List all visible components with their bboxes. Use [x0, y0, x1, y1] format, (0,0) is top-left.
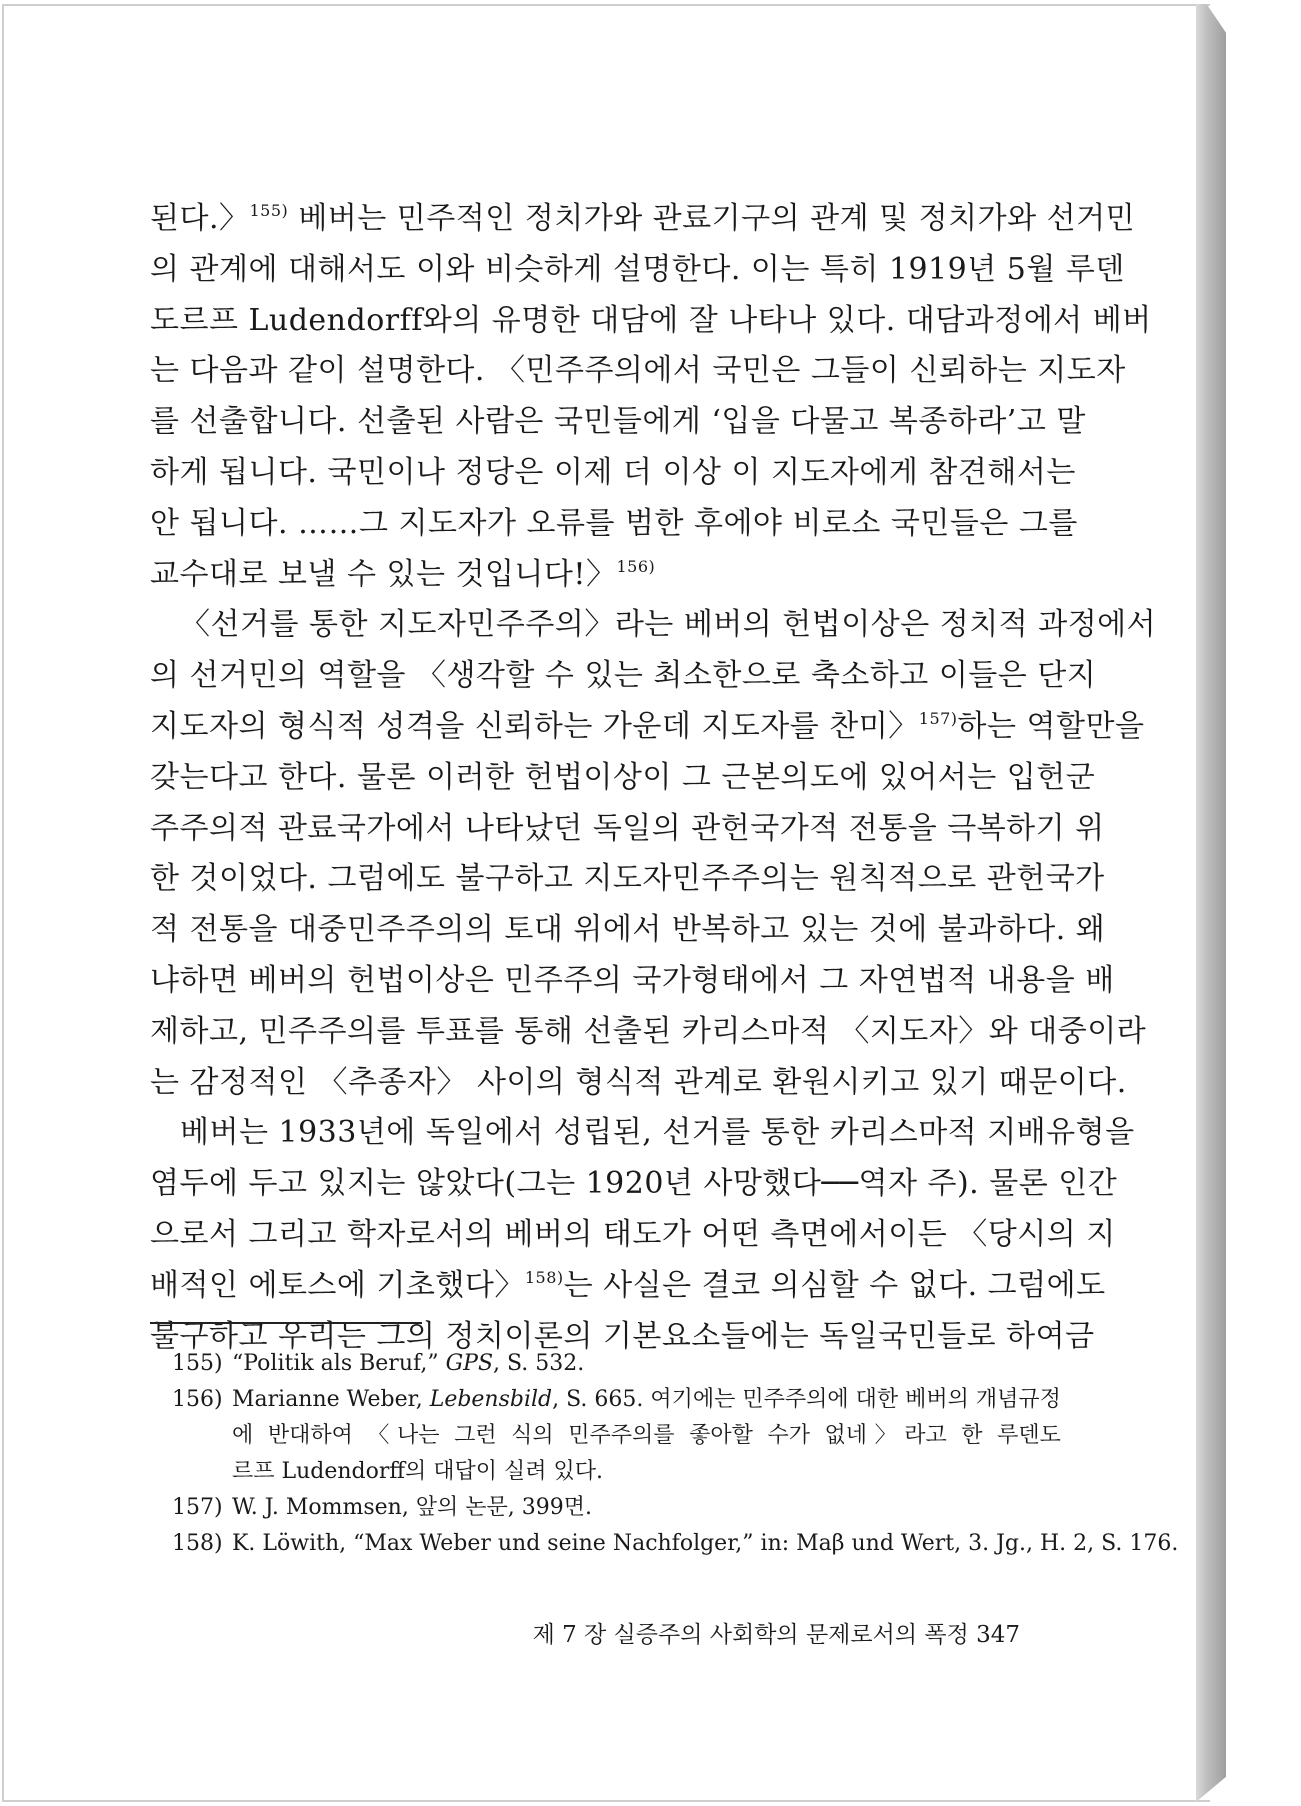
footnote-number: 157): [172, 1495, 223, 1520]
body-text-segment: 베버는 1933년에 독일에서 성립된, 선거를 통한 카리스마적 지배유형을: [180, 1115, 1135, 1151]
body-text-segment: 안 됩니다. ……그 지도자가 오류를 범한 후에야 비로소 국민들은 그를: [150, 505, 1078, 541]
footnote-body: [232, 1490, 1060, 1526]
footnote-line: [232, 1454, 1061, 1490]
body-line: [150, 854, 1105, 905]
body-text-segment: 〈선거를 통한 지도자민주주의〉라는 베버의 헌법이상은 정치적 과정에서: [180, 607, 1157, 643]
body-line: [150, 346, 1126, 397]
footnote-line: [232, 1418, 1061, 1454]
footnote-text-segment: K. Löwith, “Max Weber und seine Nachfolger,” in: Maβ und Wert, 3. Jg., H. 2, S. 176.: [232, 1531, 1179, 1556]
body-text-segment: 염두에 두고 있지는 않았다(그는 1920년 사망했다──역자 주). 물론 인간: [150, 1166, 1118, 1202]
body-text-segment: 교수대로 보낼 수 있는 것입니다!〉: [150, 556, 617, 592]
footnote-reference: 157): [918, 708, 958, 728]
body-text-segment: 으로서 그리고 학자로서의 베버의 태도가 어떤 측면에서이든 〈당시의 지: [150, 1216, 1116, 1252]
footnote-body: [232, 1526, 1178, 1562]
footnote: [172, 1526, 1179, 1562]
body-line: [150, 600, 1157, 651]
body-text-segment: 적 전통을 대중민주주의의 토대 위에서 반복하고 있는 것에 불과하다. 왜: [150, 912, 1106, 948]
running-footer: 제 7 장 실증주의 사회학의 문제로서의 폭정 347: [532, 1622, 1020, 1648]
footnote-text-segment: W. J. Mommsen, 앞의 논문, 399면.: [232, 1495, 593, 1520]
footnote-number: 156): [172, 1387, 223, 1412]
footnote-text-segment: 에 반대하여 〈나는 그런 식의 민주주의를 좋아할 수가 없네〉라고 한 루덴도: [232, 1423, 1061, 1448]
footnotes: [172, 1346, 1179, 1562]
body-line: [150, 499, 1078, 550]
body-line: [150, 1210, 1116, 1261]
body-text-segment: 된다.〉: [150, 201, 250, 236]
body-text: [150, 194, 1157, 1362]
footnote-text-segment: Marianne Weber,: [232, 1387, 430, 1412]
body-text-segment: 불구하고 우리는 그의 정치이론의 기본요소들에는 독일국민들로 하여금: [150, 1318, 1095, 1354]
footnote-rule: [150, 1322, 422, 1324]
footnote-text-segment: Lebensbild: [429, 1387, 553, 1412]
footnote-text-segment: 르프 Ludendorff의 대답이 실려 있다.: [232, 1459, 604, 1484]
body-text-segment: 갖는다고 한다. 물론 이러한 헌법이상이 그 근본의도에 있어서는 입헌군: [150, 759, 1096, 795]
body-text-segment: 의 선거민의 역할을 〈생각할 수 있는 최소한으로 축소하고 이들은 단지: [150, 658, 1097, 694]
footnote-reference: 158): [524, 1267, 564, 1287]
body-line: [150, 296, 1152, 347]
footnote-reference: 156): [616, 556, 656, 576]
body-text-segment: 배적인 에토스에 기초했다〉: [150, 1267, 525, 1303]
body-line: [150, 194, 1136, 245]
body-line: [150, 245, 1125, 296]
footnote-line: [232, 1526, 1178, 1562]
footnote-body: [232, 1346, 1060, 1382]
body-text-segment: 를 선출합니다. 선출된 사람은 국민들에게 ‘입을 다물고 복종하라’고 말: [150, 404, 1086, 440]
footnote-line: [232, 1382, 1061, 1418]
body-line: [150, 905, 1106, 956]
body-line: [150, 1007, 1147, 1058]
body-text-segment: 주주의적 관료국가에서 나타났던 독일의 관헌국가적 전통을 극복하기 위: [150, 810, 1105, 846]
body-text-segment: 지도자의 형식적 성격을 신뢰하는 가운데 지도자를 찬미〉: [150, 708, 919, 744]
footnote-text-segment: “Politik als Beruf,”: [232, 1351, 446, 1376]
body-text-segment: 는 사실은 결코 의심할 수 없다. 그럼에도: [563, 1267, 1106, 1303]
footnote-reference: 155): [249, 201, 289, 220]
footnote: [172, 1346, 1060, 1382]
footnote-number: 155): [172, 1351, 223, 1376]
body-text-segment: 하는 역할만을: [957, 708, 1145, 744]
body-line: [150, 651, 1097, 702]
footnote-number: 158): [172, 1531, 223, 1556]
footnote-text-segment: GPS: [445, 1351, 494, 1376]
body-text-segment: 제하고, 민주주의를 투표를 통해 선출된 카리스마적 〈지도자〉와 대중이라: [150, 1013, 1147, 1049]
body-line: [150, 397, 1086, 448]
page-stack-edge: [1196, 4, 1226, 1802]
body-text-segment: 도르프 Ludendorff와의 유명한 대담에 잘 나타나 있다. 대담과정에서 베버: [150, 302, 1152, 338]
body-text-segment: 의 관계에 대해서도 이와 비슷하게 설명한다. 이는 특히 1919년 5월 루덴: [150, 251, 1125, 287]
body-line: [150, 702, 1145, 753]
footnote-body: [232, 1382, 1061, 1490]
footnote-line: [232, 1490, 1060, 1526]
body-text-segment: 베버는 민주적인 정치가와 관료기구의 관계 및 정치가와 선거민: [288, 201, 1136, 236]
body-line: [150, 804, 1105, 855]
body-line: [150, 550, 1056, 601]
footnote-text-segment: , S. 665. 여기에는 민주주의에 대한 베버의 개념규정: [552, 1387, 1061, 1412]
footnote-line: [232, 1346, 1060, 1382]
body-text-segment: 는 감정적인 〈추종자〉 사이의 형식적 관계로 환원시키고 있기 때문이다.: [150, 1064, 1127, 1100]
footnote-text-segment: , S. 532.: [493, 1351, 585, 1376]
body-line: [150, 448, 1076, 499]
footnote: [172, 1382, 1060, 1490]
body-line: [150, 1108, 1135, 1159]
body-text-segment: 하게 됩니다. 국민이나 정당은 이제 더 이상 이 지도자에게 참견해서는: [150, 454, 1076, 490]
body-text-segment: 냐하면 베버의 헌법이상은 민주주의 국가형태에서 그 자연법적 내용을 배: [150, 962, 1115, 998]
footnote: [172, 1490, 1060, 1526]
body-text-segment: 는 다음과 같이 설명한다. 〈민주주의에서 국민은 그들이 신뢰하는 지도자: [150, 353, 1126, 389]
body-line: [150, 956, 1115, 1007]
body-text-segment: 한 것이었다. 그럼에도 불구하고 지도자민주주의는 원칙적으로 관헌국가: [150, 861, 1105, 897]
body-line: [150, 1159, 1118, 1210]
body-line: [150, 753, 1096, 804]
body-line: [150, 1261, 1106, 1312]
body-line: [150, 1058, 1127, 1109]
